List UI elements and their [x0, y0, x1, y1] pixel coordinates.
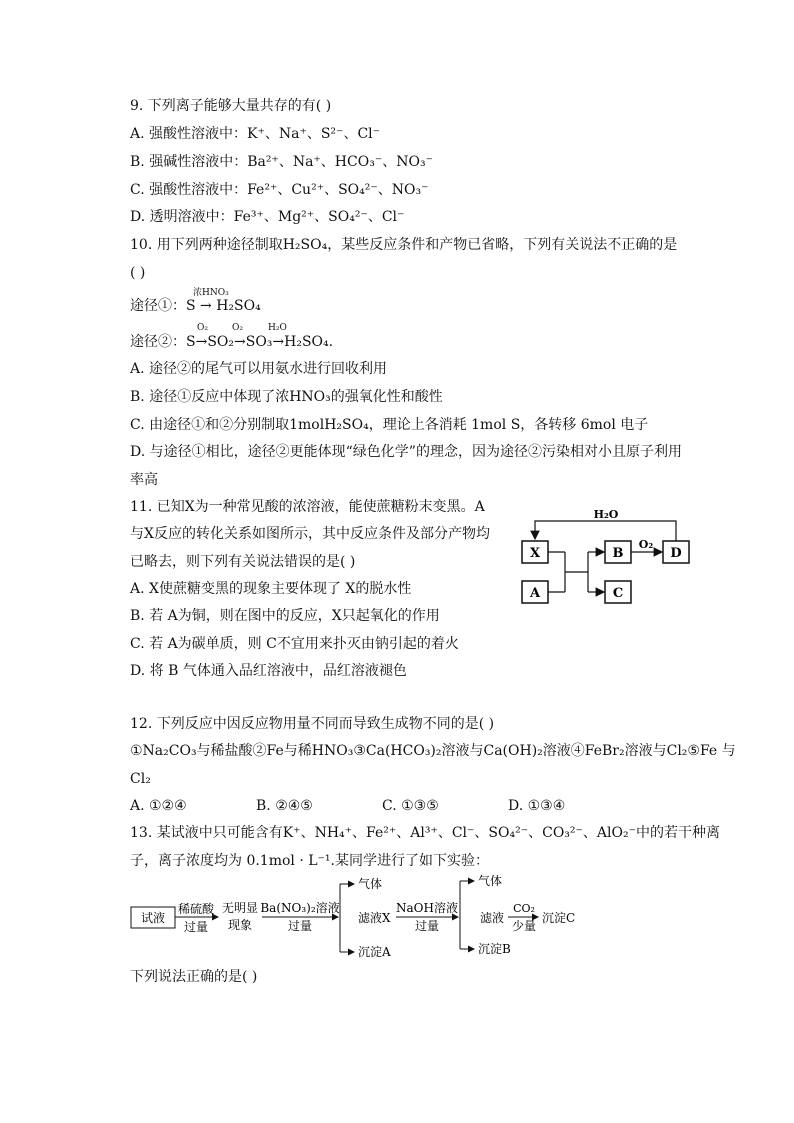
route1: 途径①：S → H₂SO₄ — [130, 298, 261, 314]
q10-option-d-cont: 率高 — [130, 472, 158, 488]
route2: 途径②：S→SO₂→SO₃→H₂SO₄. — [130, 334, 334, 350]
q10-stem: 10. 用下列两种途径制取H₂SO₄，某些反应条件和产物已省略，下列有关说法不正确的是 — [130, 237, 678, 253]
gas-1: 气体 — [358, 877, 383, 891]
step1-amount: 过量 — [183, 920, 209, 934]
route1-condition: 浓HNO₃ — [193, 288, 229, 298]
precipitate-b: 沉淀B — [478, 942, 511, 956]
q13-stem-2: 子，离子浓度均为 0.1mol · L⁻¹.某同学进行了如下实验： — [130, 853, 489, 869]
q13-flow-diagram — [128, 874, 598, 964]
q12-option-c: C. ①③⑤ — [382, 798, 439, 814]
q10-option-c: C. 由途径①和②分别制取1molH₂SO₄，理论上各消耗 1mol S，各转移 6mol 电子 — [130, 417, 649, 433]
step2-reagent: Ba(NO₃)₂溶液 — [260, 901, 340, 915]
q11-stem-1: 11. 已知X为一种常见酸的浓溶液，能使蔗糖粉末变黑。A — [130, 499, 485, 515]
q11-reaction-diagram — [518, 506, 698, 606]
step1-reagent: 稀硫酸 — [177, 902, 215, 916]
q13-question: 下列说法正确的是( ) — [130, 969, 258, 985]
q10-stem-bracket: ( ) — [130, 265, 146, 281]
q11-option-c: C. 若 A为碳单质，则 C不宜用来扑灭由钠引起的着火 — [130, 636, 459, 652]
q12-items-1: ①Na₂CO₃与稀盐酸②Fe与稀HNO₃③Ca(HCO₃)₂溶液与Ca(OH)₂溶液④FeBr₂溶液与Cl₂⑤Fe 与 — [130, 743, 736, 759]
box-b-label: B — [612, 546, 624, 561]
q9-option-c: C. 强酸性溶液中：Fe²⁺、Cu²⁺、SO₄²⁻、NO₃⁻ — [130, 182, 429, 198]
route2-condition-2: O₂ — [232, 323, 243, 333]
q11-option-b: B. 若 A为铜，则在图中的反应，X只起氧化的作用 — [130, 608, 440, 624]
q13-stem-1: 13. 某试液中只可能含有K⁺、NH₄⁺、Fe²⁺、Al³⁺、Cl⁻、SO₄²⁻、CO₃²⁻、AlO₂⁻中的若干种离 — [130, 825, 720, 841]
step3-reagent: NaOH溶液 — [396, 901, 458, 915]
q9-option-b: B. 强碱性溶液中：Ba²⁺、Na⁺、HCO₃⁻、NO₃⁻ — [130, 154, 433, 170]
q11-stem-2: 与X反应的转化关系如图所示，其中反应条件及部分产物均 — [130, 526, 490, 542]
q10-option-d: D. 与途径①相比，途径②更能体现“绿色化学”的理念，因为途径②污染相对小且原子利用 — [130, 444, 682, 460]
box-c-label: C — [612, 586, 624, 601]
step3-amount: 过量 — [414, 919, 440, 933]
node1-bottom: 现象 — [227, 918, 253, 932]
q12-option-a: A. ①②④ — [130, 798, 187, 814]
q9-option-a: A. 强酸性溶液中：K⁺、Na⁺、S²⁻、Cl⁻ — [130, 126, 381, 142]
start-label: 试液 — [140, 911, 166, 925]
q10-option-a: A. 途径②的尾气可以用氨水进行回收利用 — [130, 361, 388, 377]
box-d-label: D — [670, 546, 682, 561]
box-x-label: X — [529, 546, 541, 561]
filtrate-x: 滤液X — [358, 911, 391, 925]
q12-stem: 12. 下列反应中因反应物用量不同而导致生成物不同的是( ) — [130, 716, 495, 732]
q11-stem-3: 已略去，则下列有关说法错误的是( ) — [130, 554, 356, 570]
route2-condition-1: O₂ — [197, 323, 208, 333]
q12-option-b: B. ②④⑤ — [256, 798, 313, 814]
q10-option-b: B. 途径①反应中体现了浓HNO₃的强氧化性和酸性 — [130, 389, 443, 405]
q12-items-2: Cl₂ — [130, 771, 151, 787]
filtrate: 滤液 — [480, 911, 505, 925]
gas-2: 气体 — [478, 874, 503, 888]
box-a-label: A — [529, 586, 541, 601]
step2-amount: 过量 — [287, 919, 313, 933]
step4-reagent: CO₂ — [513, 902, 535, 915]
precipitate-a: 沉淀A — [358, 945, 391, 959]
label-h2o: H₂O — [593, 508, 619, 521]
q9-stem: 9. 下列离子能够大量共存的有( ) — [130, 98, 332, 114]
precipitate-c: 沉淀C — [542, 911, 576, 925]
step4-amount: 少量 — [511, 919, 537, 933]
node1-top: 无明显 — [221, 901, 259, 915]
q12-option-d: D. ①③④ — [508, 798, 566, 814]
route2-condition-3: H₂O — [268, 323, 287, 333]
q9-option-d: D. 透明溶液中：Fe³⁺、Mg²⁺、SO₄²⁻、Cl⁻ — [130, 209, 405, 225]
q11-option-a: A. X使蔗糖变黑的现象主要体现了 X的脱水性 — [130, 581, 412, 597]
q11-option-d: D. 将 B 气体通入品红溶液中，品红溶液褪色 — [130, 663, 407, 679]
label-o2: O₂ — [638, 538, 654, 551]
